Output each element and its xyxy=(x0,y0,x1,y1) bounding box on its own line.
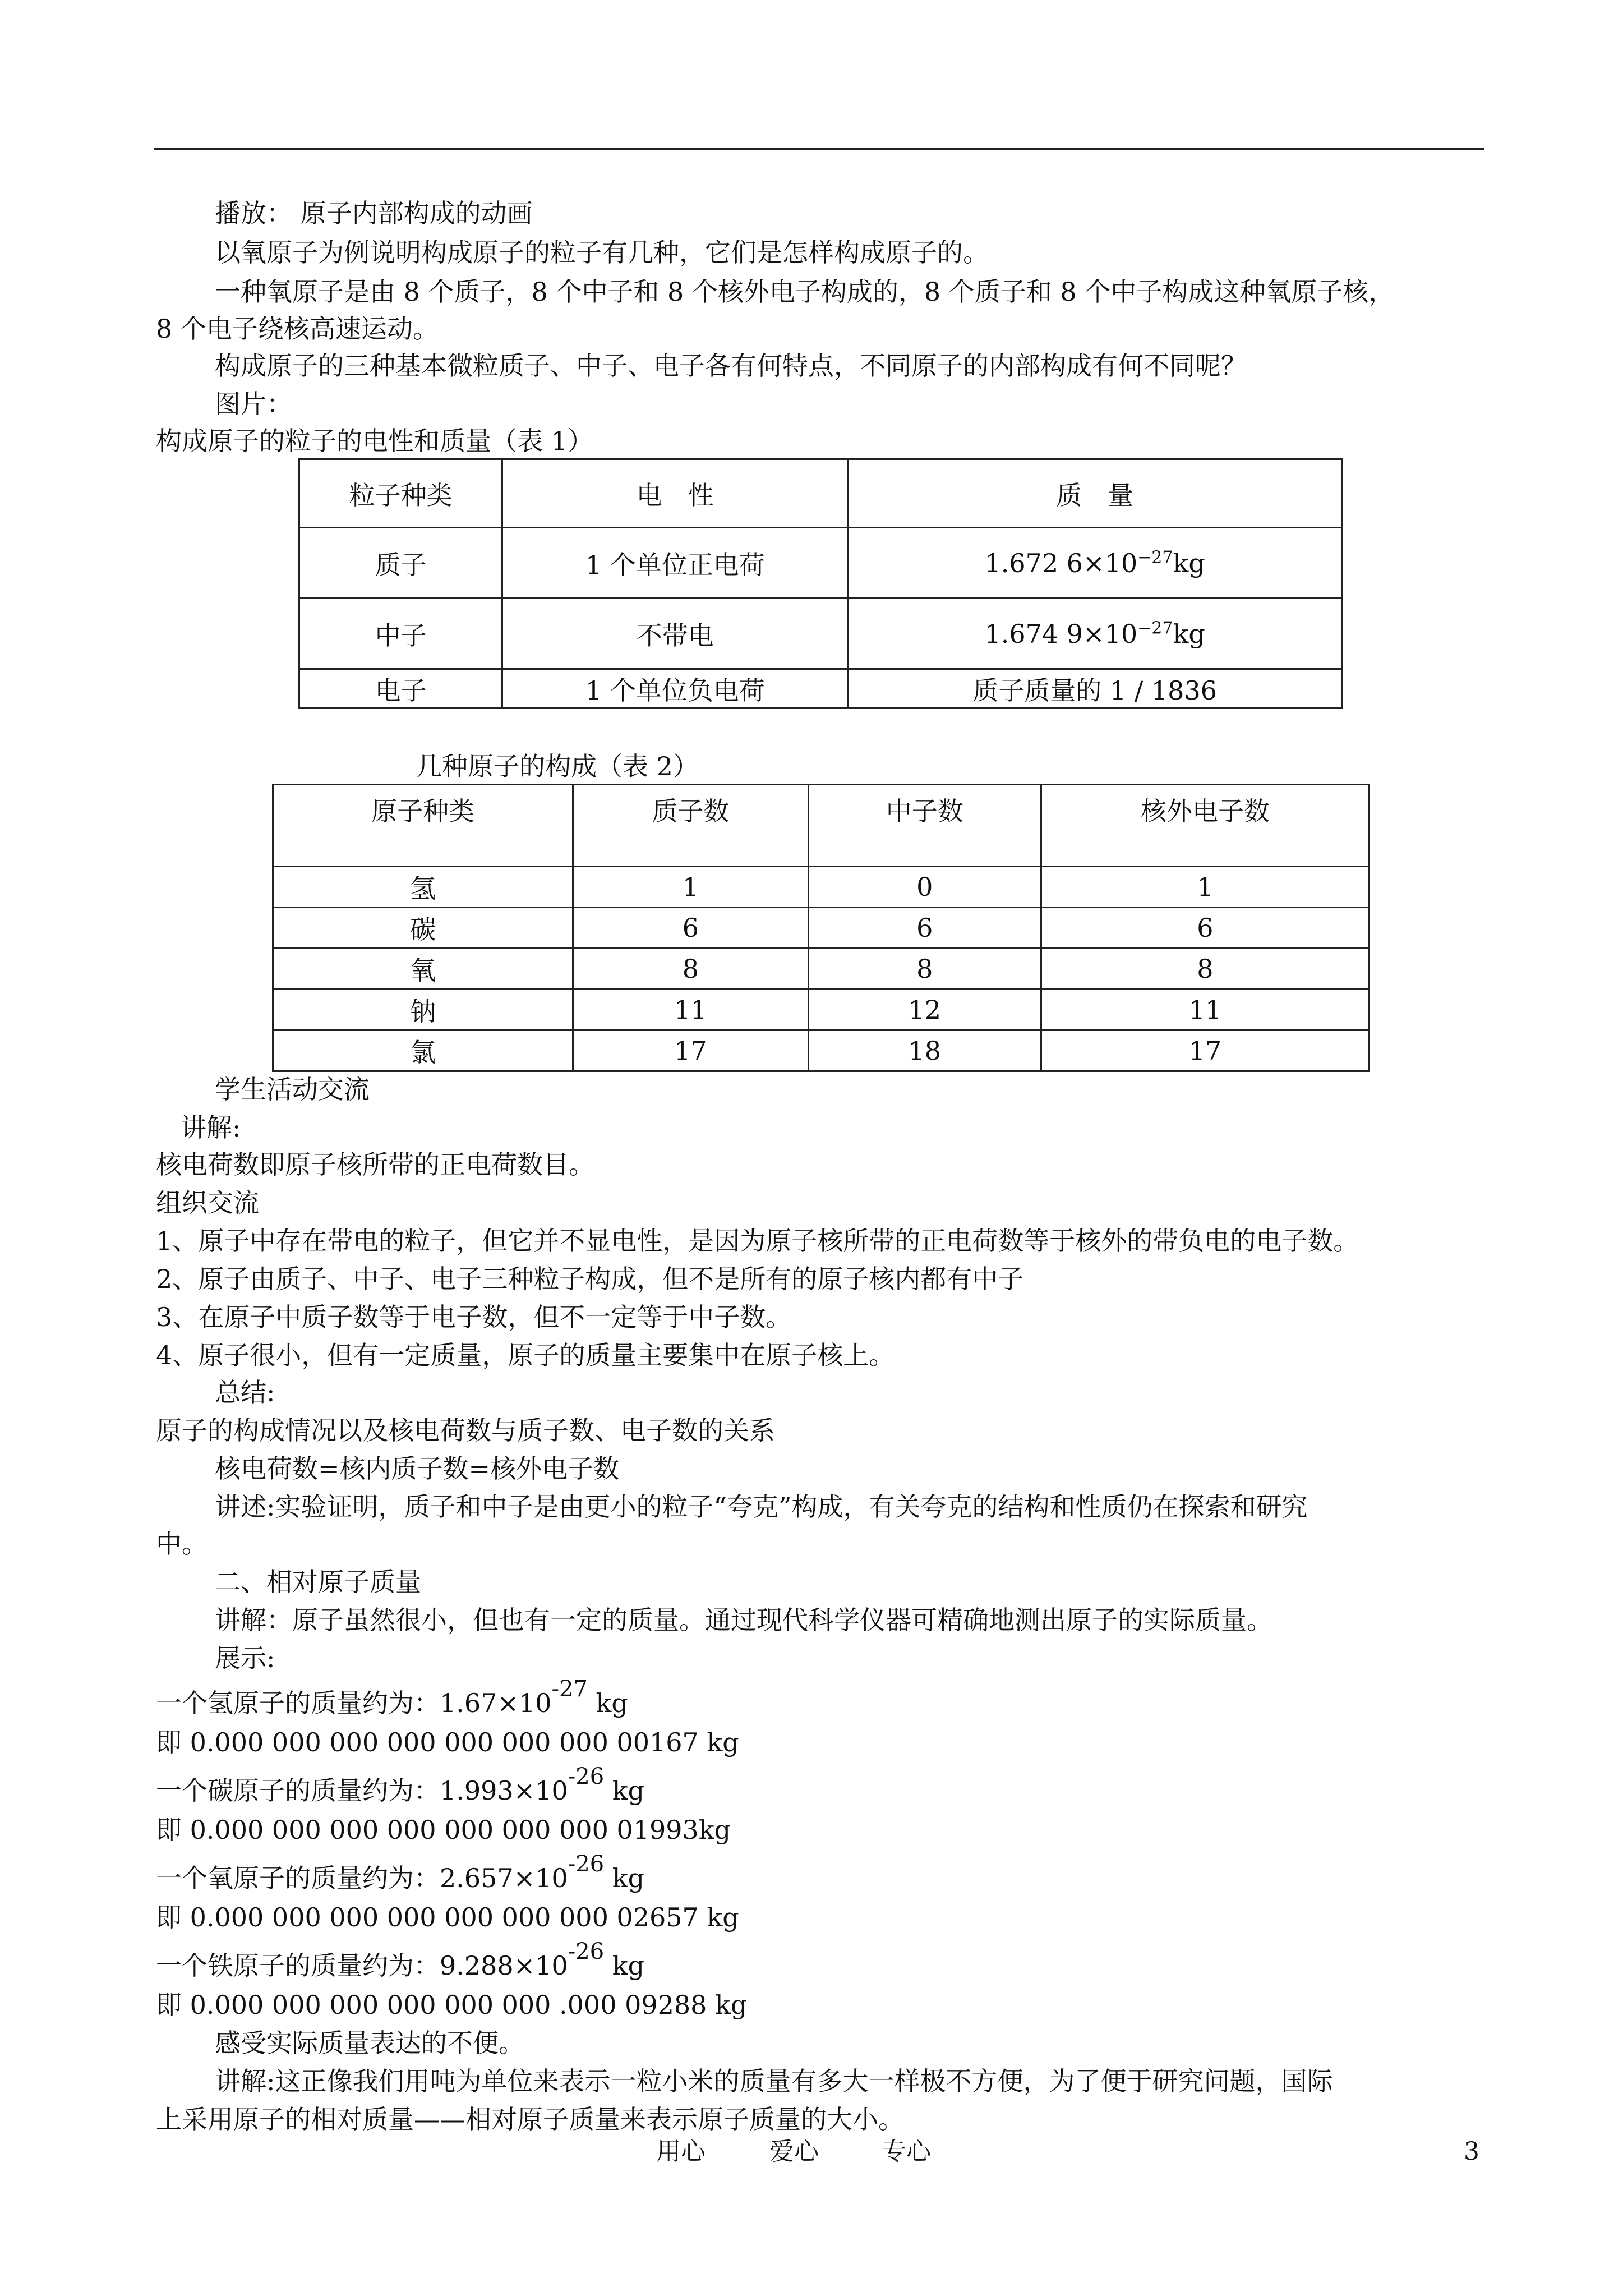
para-relative-mass: 讲解:这正像我们用吨为单位来表示一粒小米的质量有多大一样极不方便，为了便于研究问题，国际 xyxy=(215,2066,1333,2096)
proton-count: 11 xyxy=(573,990,808,1030)
proton-count: 6 xyxy=(573,908,808,949)
table-row xyxy=(273,990,1370,1030)
neutron-count: 0 xyxy=(808,867,1041,908)
electron-count: 1 xyxy=(1041,867,1369,908)
list-item: 2、原子由质子、中子、电子三种粒子构成，但不是所有的原子核内都有中子 xyxy=(156,1264,1024,1294)
para-summary: 原子的构成情况以及核电荷数与质子数、电子数的关系 xyxy=(156,1415,775,1446)
table-row xyxy=(299,528,1342,599)
mass-oxygen: 一个氧原子的质量约为：2.657×10-26 kg xyxy=(156,1851,645,1893)
list-item: 3、在原子中质子数等于电子数，但不一定等于中子数。 xyxy=(156,1302,792,1332)
table2-caption: 几种原子的构成（表 2） xyxy=(416,751,699,781)
mass-oxygen-expanded: 即 0.000 000 000 000 000 000 000 02657 kg xyxy=(156,1902,739,1932)
para-show: 展示: xyxy=(215,1643,275,1673)
para-quark: 讲述:实验证明，质子和中子是由更小的粒子“夸克”构成，有关夸克的结构和性质仍在探索和研究 xyxy=(215,1492,1308,1522)
atom-kind: 氧 xyxy=(273,949,573,990)
particle-charge: 不带电 xyxy=(502,599,848,669)
header-cell: 核外电子数 xyxy=(1041,785,1369,867)
particle-mass: 1.672 $6\times 10^{-27}kg$ xyxy=(848,528,1342,599)
table1-caption: 构成原子的粒子的电性和质量（表 1） xyxy=(156,426,593,456)
atom-kind: 氯 xyxy=(273,1030,573,1071)
atom-kind: 碳 xyxy=(273,908,573,949)
para-summary-label: 总结: xyxy=(215,1377,275,1407)
electron-count: 11 xyxy=(1041,990,1369,1030)
header-cell: 中子数 xyxy=(808,785,1041,867)
footer-slogan-1: 用心 xyxy=(656,2137,706,2166)
header-cell: 电 性 xyxy=(502,459,848,528)
header-rule xyxy=(154,148,1484,150)
header-cell: 质子数 xyxy=(573,785,808,867)
para-explain-label: 讲解: xyxy=(181,1112,241,1143)
table-header-row xyxy=(273,785,1370,867)
atom-kind: 氢 xyxy=(273,867,573,908)
mass-carbon-expanded: 即 0.000 000 000 000 000 000 000 01993kg xyxy=(156,1815,731,1845)
proton-count: 1 xyxy=(573,867,808,908)
para-question: 构成原子的三种基本微粒质子、中子、电子各有何特点，不同原子的内部构成有何不同呢？ xyxy=(215,351,1247,381)
particle-mass: 质子质量的 1 / 1836 xyxy=(848,669,1342,708)
neutron-count: 8 xyxy=(808,949,1041,990)
particle-kind: 中子 xyxy=(299,599,502,669)
page-number: 3 xyxy=(1464,2137,1479,2166)
table-header-row xyxy=(299,459,1342,528)
footer-slogan-2: 爱心 xyxy=(769,2137,819,2166)
list-item: 1、原子中存在带电的粒子，但它并不显电性，是因为原子核所带的正电荷数等于核外的带负电的电子数。 xyxy=(156,1226,1359,1256)
mass-carbon: 一个碳原子的质量约为：1.993×10-26 kg xyxy=(156,1764,645,1806)
header-cell: 粒子种类 xyxy=(299,459,502,528)
proton-count: 8 xyxy=(573,949,808,990)
section-heading: 二、相对原子质量 xyxy=(215,1567,421,1597)
electron-count: 8 xyxy=(1041,949,1369,990)
header-cell: 质 量 xyxy=(848,459,1342,528)
table-atoms xyxy=(272,784,1370,1072)
para-electrons: 8 个电子绕核高速运动。 xyxy=(156,314,439,344)
para-equation: 核电荷数=核内质子数=核外电子数 xyxy=(215,1453,620,1484)
table-row xyxy=(273,949,1370,990)
table-row xyxy=(299,599,1342,669)
para-play: 播放： 原子内部构成的动画 xyxy=(215,198,533,228)
para-inconvenience: 感受实际质量表达的不便。 xyxy=(215,2028,524,2058)
proton-count: 17 xyxy=(573,1030,808,1071)
list-item: 4、原子很小，但有一定质量，原子的质量主要集中在原子核上。 xyxy=(156,1340,895,1370)
table-row xyxy=(299,669,1342,708)
para-organize: 组织交流 xyxy=(156,1188,259,1218)
header-cell: 原子种类 xyxy=(273,785,573,867)
para-explain-mass: 讲解：原子虽然很小，但也有一定的质量。通过现代科学仪器可精确地测出原子的实际质量。 xyxy=(215,1605,1272,1635)
table-row xyxy=(273,867,1370,908)
table-row xyxy=(273,908,1370,949)
neutron-count: 6 xyxy=(808,908,1041,949)
particle-mass: 1.674 $9\times 10^{-27}kg$ xyxy=(848,599,1342,669)
electron-count: 6 xyxy=(1041,908,1369,949)
para-relative-mass-end: 上采用原子的相对质量——相对原子质量来表示原子质量的大小。 xyxy=(156,2104,904,2134)
particle-kind: 电子 xyxy=(299,669,502,708)
para-oxygen-composition: 一种氧原子是由 8 个质子，8 个中子和 8 个核外电子构成的，8 个质子和 8 个中子构成这种氧原子核， xyxy=(215,277,1395,307)
table-particles xyxy=(298,458,1343,709)
particle-kind: 质子 xyxy=(299,528,502,599)
para-nuclear-charge: 核电荷数即原子核所带的正电荷数目。 xyxy=(156,1149,594,1180)
neutron-count: 18 xyxy=(808,1030,1041,1071)
mass-iron-expanded: 即 0.000 000 000 000 000 000 .000 09288 kg xyxy=(156,1990,748,2020)
para-quark-end: 中。 xyxy=(156,1529,208,1559)
para-picture: 图片： xyxy=(215,389,292,419)
atom-kind: 钠 xyxy=(273,990,573,1030)
footer-slogan-3: 专心 xyxy=(882,2137,931,2166)
mass-hydrogen-expanded: 即 0.000 000 000 000 000 000 000 00167 kg xyxy=(156,1727,739,1757)
mass-iron: 一个铁原子的质量约为：9.288×10-26 kg xyxy=(156,1939,645,1981)
neutron-count: 12 xyxy=(808,990,1041,1030)
para-student-activity: 学生活动交流 xyxy=(215,1074,370,1105)
mass-hydrogen: 一个氢原子的质量约为：1.67×10-27 kg xyxy=(156,1676,628,1718)
para-oxygen-example: 以氧原子为例说明构成原子的粒子有几种，它们是怎样构成原子的。 xyxy=(215,237,989,268)
electron-count: 17 xyxy=(1041,1030,1369,1071)
particle-charge: 1 个单位正电荷 xyxy=(502,528,848,599)
particle-charge: 1 个单位负电荷 xyxy=(502,669,848,708)
table-row xyxy=(273,1030,1370,1071)
